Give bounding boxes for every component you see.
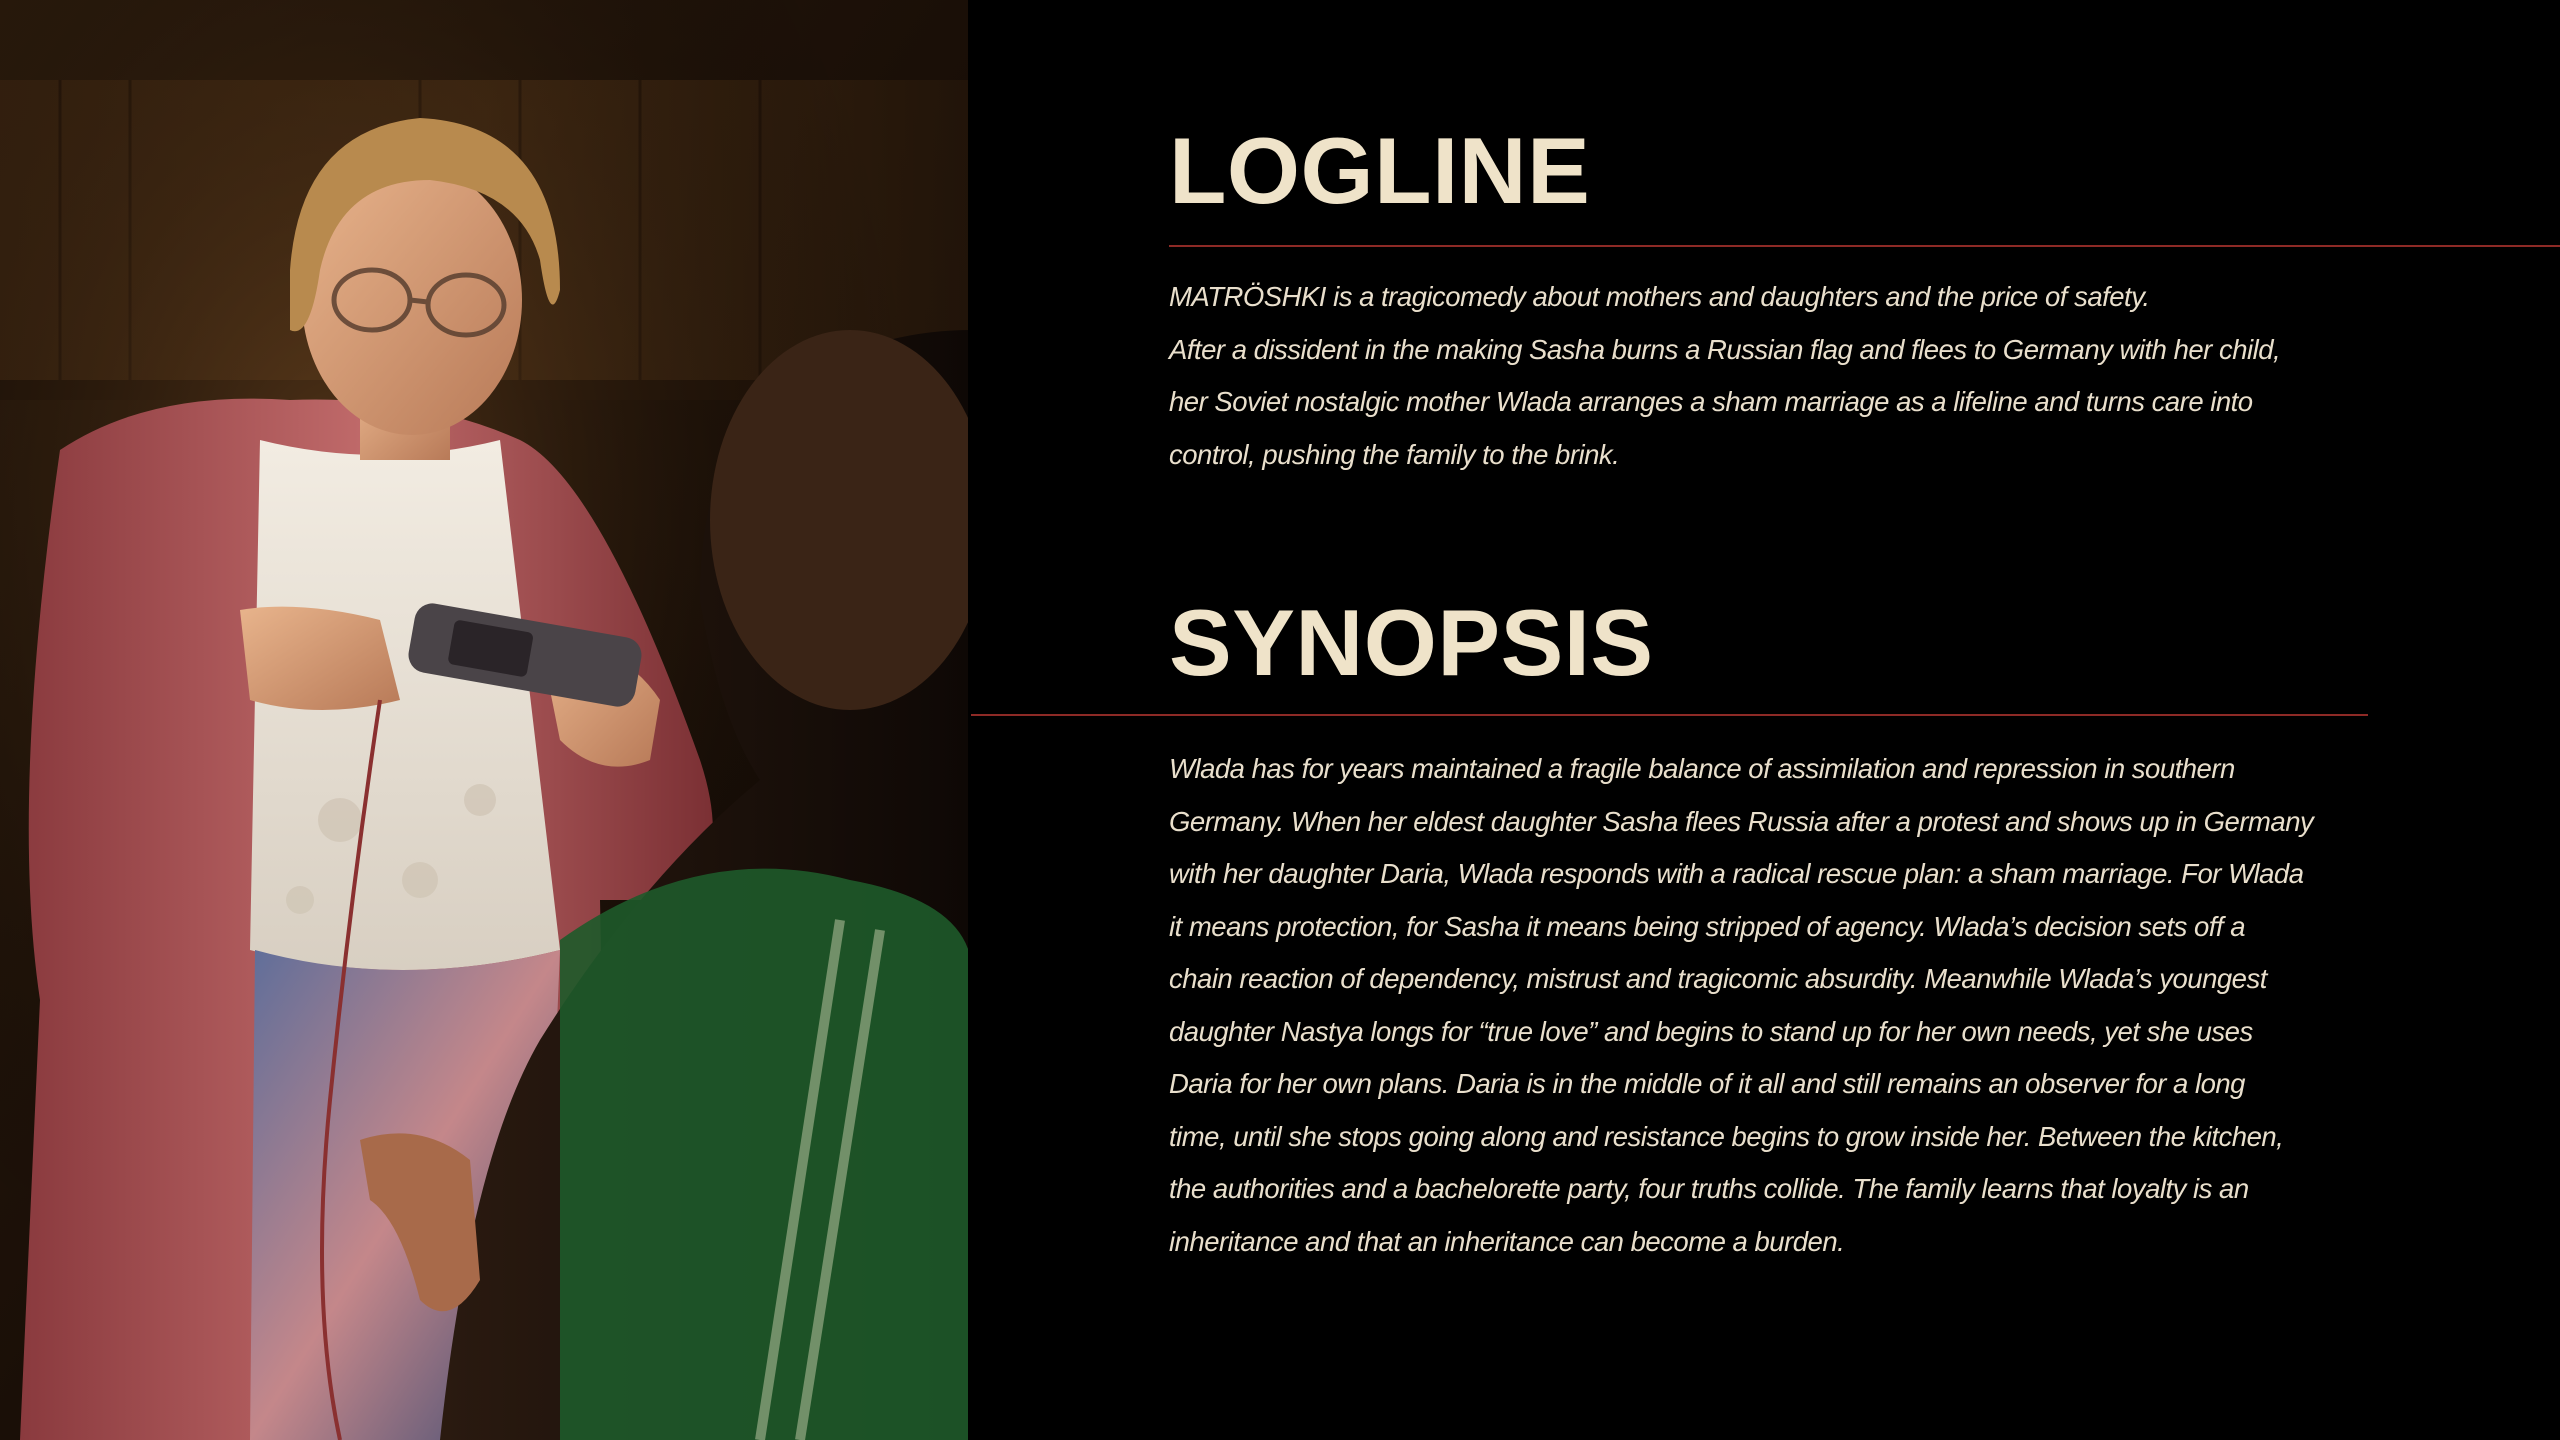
synopsis-line: Daria for her own plans. Daria is in the middle of it all and still remains an observer for a long — [1169, 1068, 2245, 1099]
logline-line: MATRÖSHKI is a tragicomedy about mothers and daughters and the price of safety. — [1169, 281, 2150, 312]
logline-divider — [1169, 245, 2560, 247]
synopsis-line: the authorities and a bachelorette party, four truths collide. The family learns that loyalty is an — [1169, 1173, 2249, 1204]
synopsis-heading: SYNOPSIS — [1169, 590, 1654, 695]
synopsis-line: it means protection, for Sasha it means being stripped of agency. Wlada’s decision sets off a — [1169, 910, 2246, 942]
synopsis-line: Germany. When her eldest daughter Sasha flees Russia after a protest and shows up in Germany — [1169, 805, 2314, 837]
logline-line: control, pushing the family to the brink. — [1169, 438, 1620, 470]
synopsis-divider — [971, 714, 2368, 716]
logline-text — [1169, 271, 2280, 481]
synopsis-text — [1169, 743, 2313, 1268]
logline-heading: LOGLINE — [1169, 118, 1591, 223]
synopsis-line: daughter Nastya longs for “true love” and begins to stand up for her own needs, yet she uses — [1169, 1015, 2253, 1047]
synopsis-line: with her daughter Daria, Wlada responds with a radical rescue plan: a sham marriage. For Wlada — [1169, 858, 2304, 889]
text-panel — [971, 0, 2560, 1440]
synopsis-line: inheritance and that an inheritance can become a burden. — [1169, 1225, 1845, 1257]
synopsis-line: Wlada has for years maintained a fragile balance of assimilation and repression in southern — [1169, 753, 2235, 784]
synopsis-line: chain reaction of dependency, mistrust and tragicomic absurdity. Meanwhile Wlada’s youngest — [1169, 963, 2267, 994]
film-still-image — [0, 0, 971, 1440]
logline-line: After a dissident in the making Sasha burns a Russian flag and flees to Germany with her child, — [1169, 333, 2281, 365]
logline-line: her Soviet nostalgic mother Wlada arranges a sham marriage as a lifeline and turns care into — [1169, 386, 2253, 417]
synopsis-line: time, until she stops going along and resistance begins to grow inside her. Between the kitchen, — [1169, 1120, 2284, 1152]
